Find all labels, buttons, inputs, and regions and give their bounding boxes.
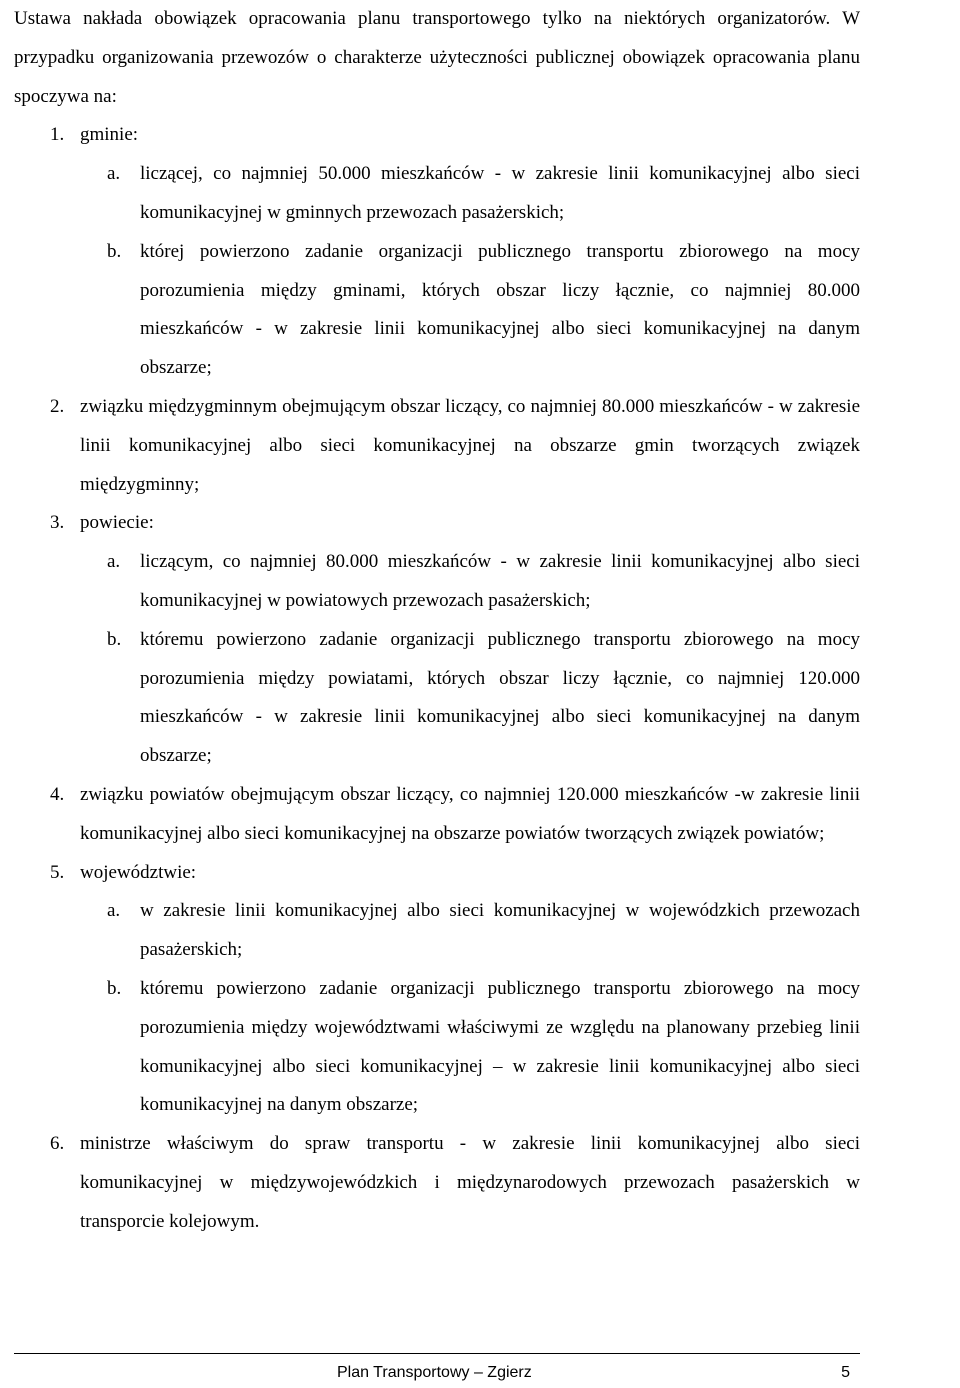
list-item-number: 2.	[50, 395, 65, 417]
sub-list-item-letter: b.	[107, 628, 122, 650]
sub-list-item-text: liczącym, co najmniej 80.000 mieszkańców - w zakresie linii komunikacyjnej albo sieci komunikacyjnej w powiatowych przewozach pasażerskich;	[140, 551, 860, 611]
sub-list-item-letter: b.	[107, 240, 122, 262]
sub-list-item	[14, 155, 860, 233]
list-item-text: związku powiatów obejmującym obszar liczący, co najmniej 120.000 mieszkańców -w zakresie linii komunikacyjnej albo sieci komunikacyjnej na obszarze powiatów tworzących związek powiatów;	[80, 783, 860, 844]
list-item-text: związku międzygminnym obejmującym obszar liczący, co najmniej 80.000 mieszkańców - w zakresie linii komunikacyjnej albo sieci komunikacyjnej na obszarze gmin tworzących związek międzygminny;	[80, 395, 860, 495]
sub-list-item-letter: a.	[107, 551, 121, 573]
list-item-text: ministrze właściwym do spraw transportu - w zakresie linii komunikacyjnej albo sieci komunikacyjnej w międzywojewódzkich i międzynarodowych przewozach pasażerskich w transporcie kolejowym.	[80, 1133, 860, 1232]
sub-list-item	[14, 621, 860, 776]
sub-list-item-text: w zakresie linii komunikacyjnej albo sieci komunikacyjnej w wojewódzkich przewozach pasażerskich;	[140, 900, 860, 961]
list-item-text: powiecie:	[80, 512, 154, 534]
page-footer	[14, 1353, 860, 1381]
list-item-text: województwie:	[80, 861, 197, 883]
list-item	[14, 504, 860, 776]
list-item-text: gminie:	[80, 124, 139, 146]
footer-title: Plan Transportowy – Zgierz	[337, 1364, 532, 1381]
list-item-number: 6.	[50, 1133, 65, 1155]
sub-list-item-text: liczącej, co najmniej 50.000 mieszkańców - w zakresie linii komunikacyjnej albo sieci komunikacyjnej w gminnych przewozach pasażerskich;	[140, 163, 860, 223]
sub-list-item-letter: a.	[107, 900, 121, 922]
list-item	[14, 854, 860, 1126]
sub-list-item	[14, 233, 860, 388]
sub-list-item-text: któremu powierzono zadanie organizacji publicznego transportu zbiorowego na mocy porozumienia między powiatami, których obszar liczy łącznie, co najmniej 120.000 mieszkańców - w zakresie linii komunikacyjnej albo sieci komunikacyjnej na danym obszarze;	[140, 628, 860, 767]
list-item-number: 4.	[50, 783, 65, 805]
intro-paragraph: Ustawa nakłada obowiązek opracowania planu transportowego tylko na niektórych organizatorów. W przypadku organizowania przewozów o charakterze użyteczności publicznej obowiązek opracowania planu spoczywa na:	[14, 8, 860, 107]
sub-list-item	[14, 970, 860, 1125]
page-number: 5	[841, 1364, 850, 1381]
list-item-number: 5.	[50, 861, 65, 883]
sub-list-item-text: której powierzono zadanie organizacji publicznego transportu zbiorowego na mocy porozumienia między gminami, których obszar liczy łącznie, co najmniej 80.000 mieszkańców - w zakresie linii komunikacyjnej albo sieci komunikacyjnej na danym obszarze;	[140, 240, 860, 379]
sub-list-item	[14, 892, 860, 970]
list-item-number: 1.	[50, 124, 65, 146]
sub-list-item-letter: b.	[107, 977, 122, 999]
list-item	[14, 116, 860, 388]
sub-list-item-text: któremu powierzono zadanie organizacji publicznego transportu zbiorowego na mocy porozumienia między województwami właściwymi ze względu na planowany przebieg linii komunikacyjnej albo sieci komunikacyjnej – w zakresie linii komunikacyjnej albo sieci komunikacyjnej na danym obszarze;	[140, 977, 860, 1116]
list-item-number: 3.	[50, 512, 65, 534]
list-item	[14, 1125, 860, 1241]
sub-list-item	[14, 543, 860, 621]
obligation-list	[14, 116, 860, 1241]
document-body	[14, 0, 860, 1242]
sub-list-item-letter: a.	[107, 163, 121, 185]
list-item	[14, 388, 860, 504]
list-item	[14, 776, 860, 854]
